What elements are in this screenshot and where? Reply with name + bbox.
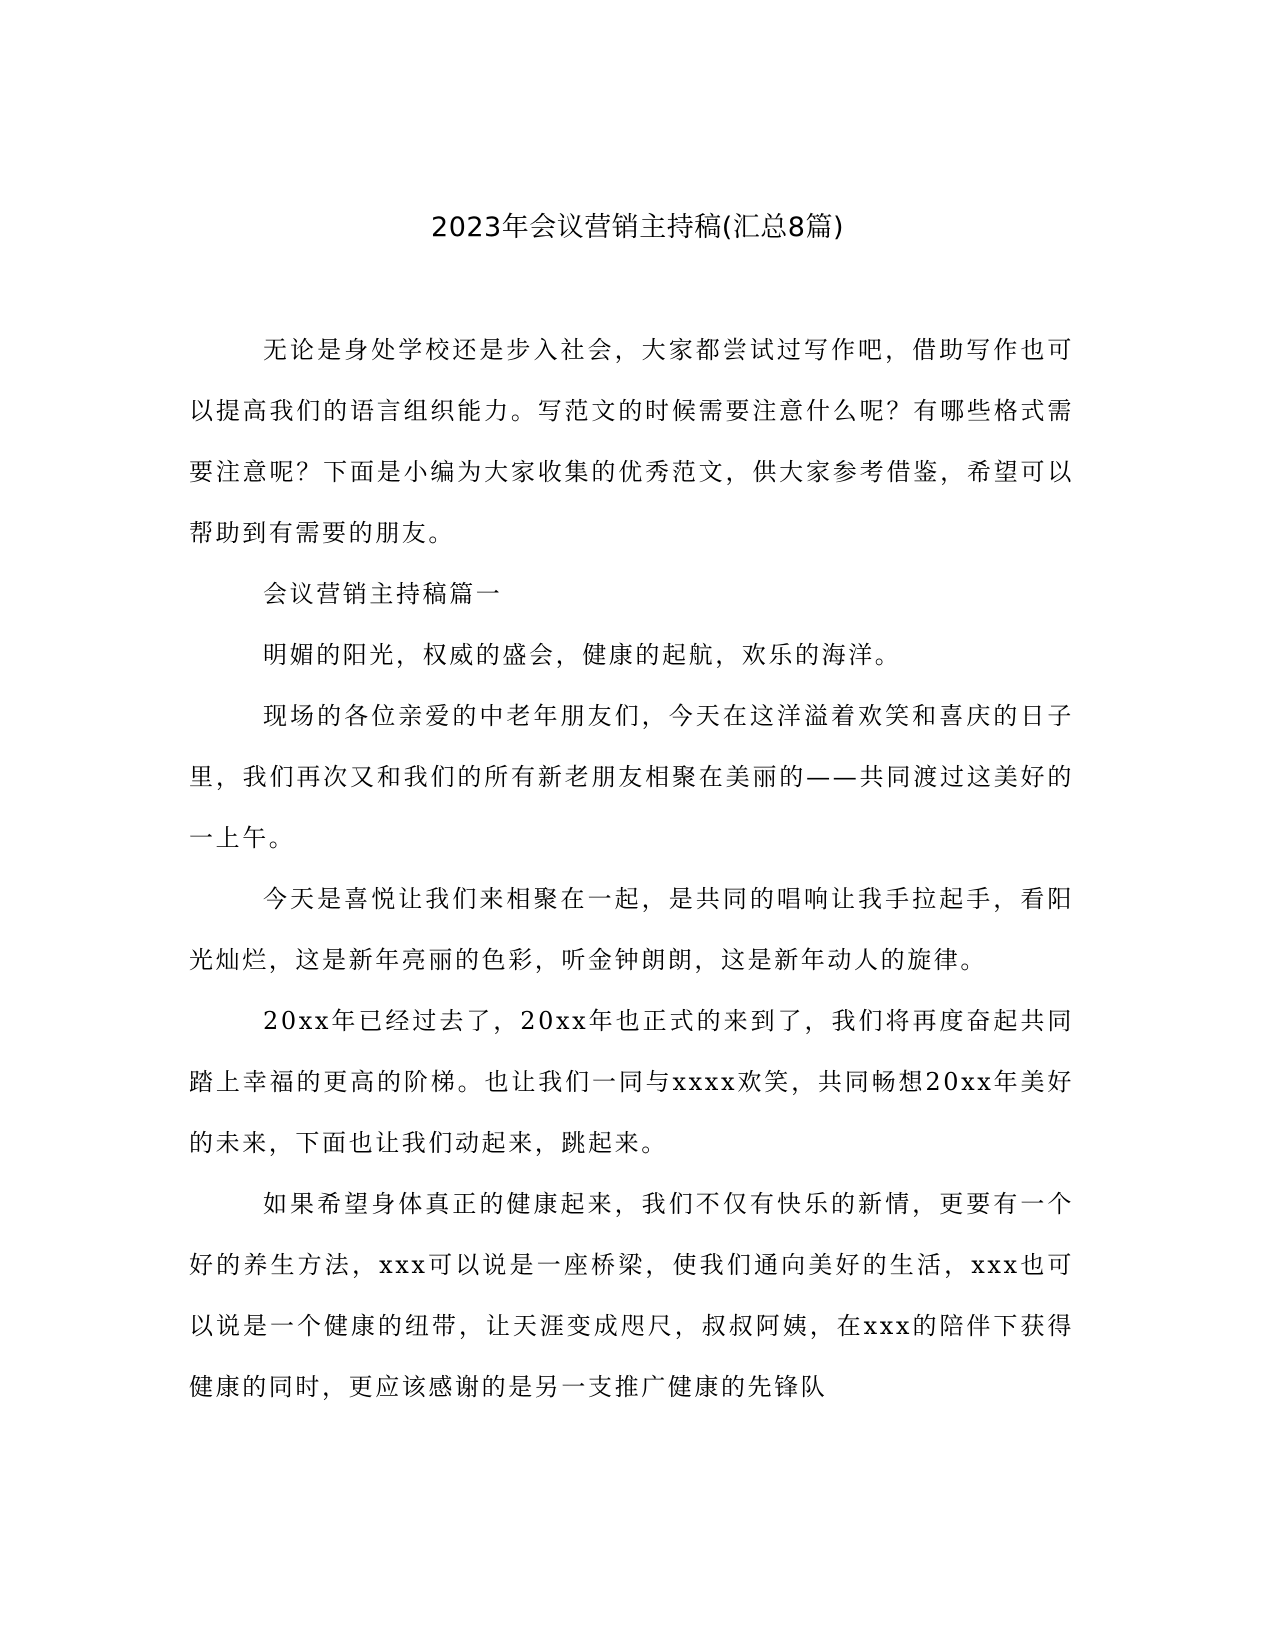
section-heading: 会议营销主持稿篇一 bbox=[263, 580, 503, 608]
paragraph-intro: 无论是身处学校还是步入社会，大家都尝试过写作吧，借助写作也可以提高我们的语言组织能力。写范文的时候需要注意什么呢？有哪些格式需要注意呢？下面是小编为大家收集的优秀范文，供大家参考借鉴，希望可以帮助到有需要的朋友。 bbox=[189, 336, 1074, 547]
paragraph: 明媚的阳光，权威的盛会，健康的起航，欢乐的海洋。 bbox=[263, 641, 902, 669]
paragraph: 现场的各位亲爱的中老年朋友们，今天在这洋溢着欢笑和喜庆的日子里，我们再次又和我们的所有新老朋友相聚在美丽的——共同渡过这美好的一上午。 bbox=[189, 702, 1074, 852]
paragraph: 20xx年已经过去了，20xx年也正式的来到了，我们将再度奋起共同踏上幸福的更高的阶梯。也让我们一同与xxxx欢笑，共同畅想20xx年美好的未来，下面也让我们动起来，跳起来。 bbox=[189, 1007, 1074, 1157]
paragraph: 今天是喜悦让我们来相聚在一起，是共同的唱响让我手拉起手，看阳光灿烂，这是新年亮丽的色彩，听金钟朗朗，这是新年动人的旋律。 bbox=[189, 885, 1074, 974]
document-title: 2023年会议营销主持稿(汇总8篇) bbox=[431, 212, 844, 243]
document-body bbox=[189, 320, 1074, 1418]
paragraph: 如果希望身体真正的健康起来，我们不仅有快乐的新情，更要有一个好的养生方法，xxx可以说是一座桥梁，使我们通向美好的生活，xxx也可以说是一个健康的纽带，让天涯变成咫尺，叔叔阿姨，在xxx的陪伴下获得健康的同时，更应该感谢的是另一支推广健康的先锋队 bbox=[189, 1190, 1074, 1401]
